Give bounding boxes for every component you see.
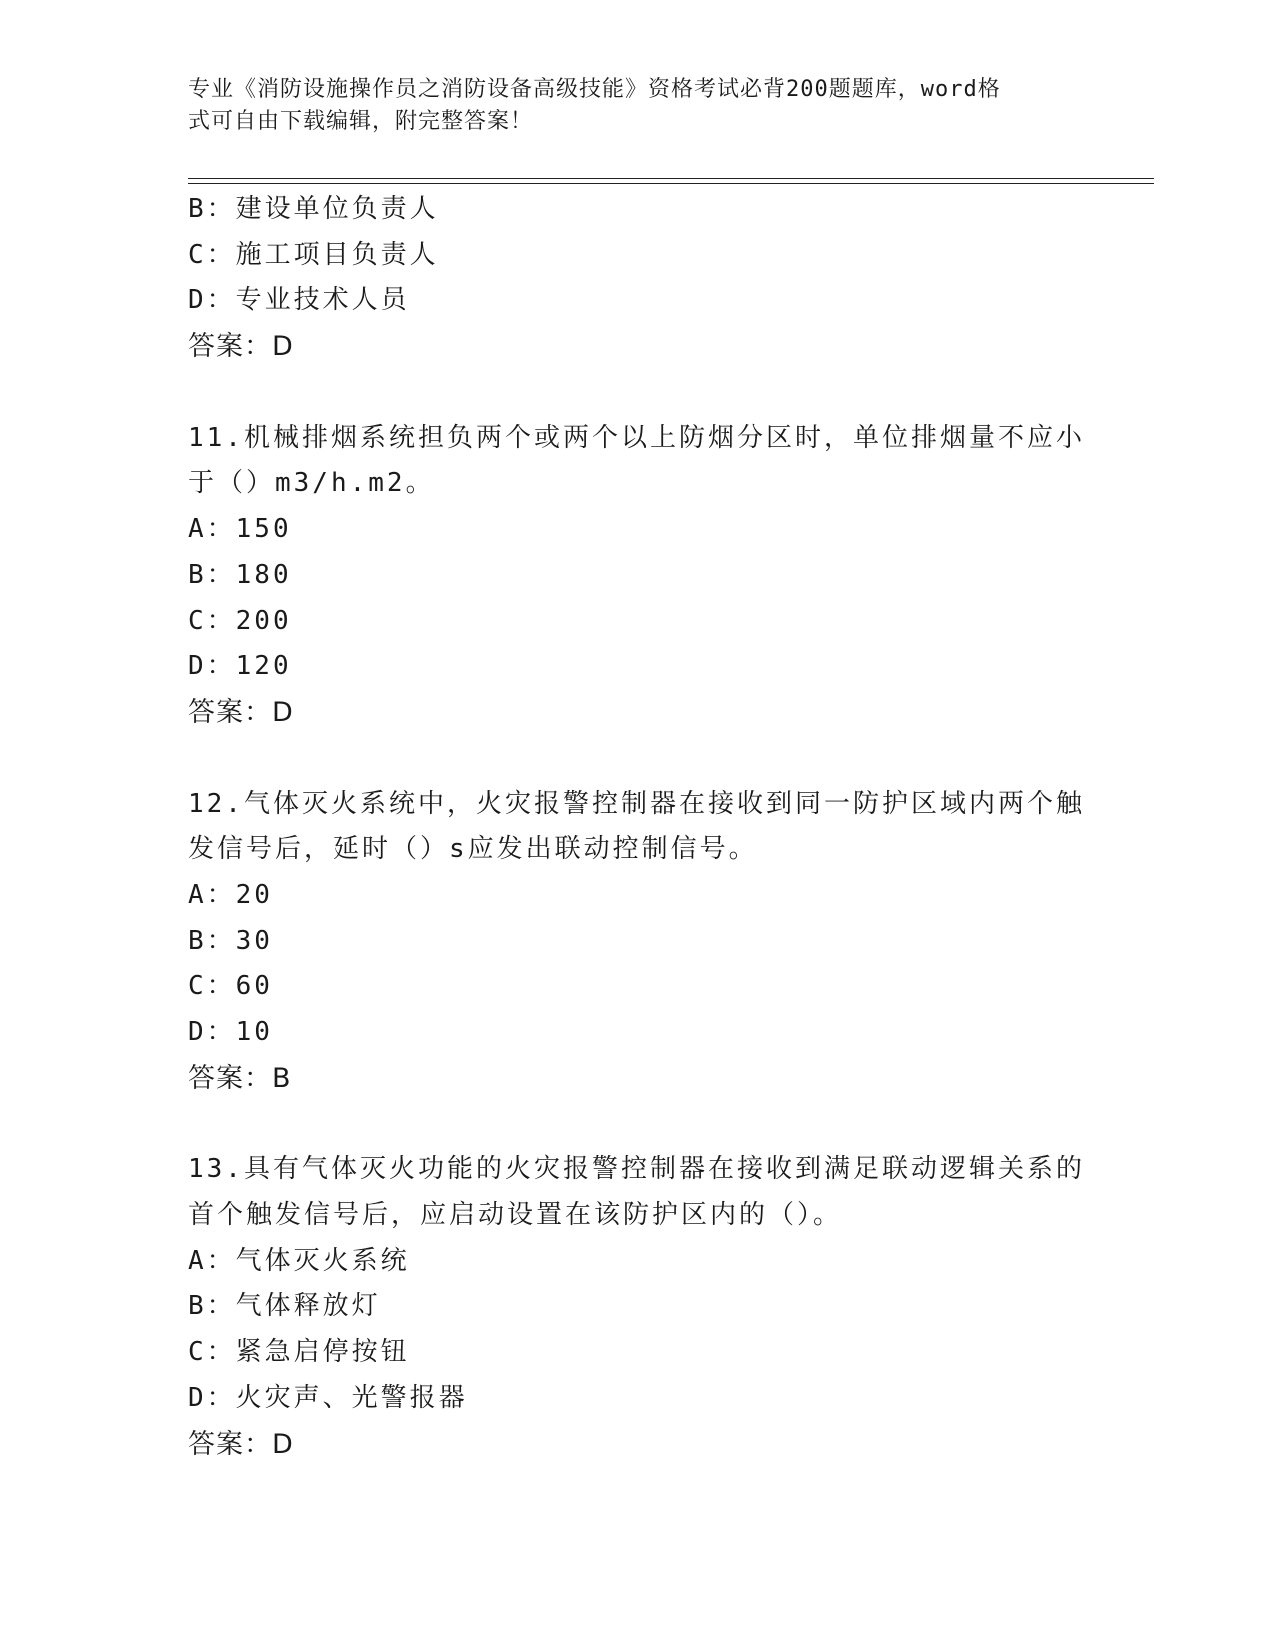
option-a [188, 507, 1088, 553]
option-text: 火灾声、光警报器 [235, 1382, 468, 1413]
option-c [188, 964, 1088, 1010]
option-label: A： [188, 879, 236, 910]
question-12 [188, 782, 1088, 1102]
option-label: C： [188, 1337, 236, 1368]
option-text: 60 [235, 971, 273, 1002]
option-d [188, 1010, 1088, 1056]
question-11 [188, 416, 1088, 736]
option-text: 10 [235, 1017, 273, 1047]
option-label: B： [188, 194, 236, 224]
option-c [188, 599, 1088, 645]
option-label: C： [188, 605, 236, 636]
option-text: 建设单位负责人 [235, 194, 439, 224]
option-a [188, 873, 1088, 919]
answer: 答案：D [188, 696, 294, 728]
option-text: 150 [235, 514, 292, 545]
option-b [188, 1284, 1088, 1330]
option-c [188, 233, 1088, 279]
header-line-2: 式可自由下载编辑，附完整答案！ [188, 109, 534, 134]
option-label: D： [188, 1017, 236, 1047]
option-a [188, 1239, 1088, 1285]
question-stem-line-2: 于（）m3/h.m2。 [188, 468, 435, 499]
option-c [188, 1330, 1088, 1376]
question-stem-line-1: 12.气体灭火系统中，火灾报警控制器在接收到同一防护区域内两个触 [188, 788, 1085, 819]
option-text: 气体释放灯 [235, 1291, 381, 1322]
option-label: B： [188, 925, 236, 956]
option-label: C： [188, 239, 236, 270]
option-label: D： [188, 1382, 236, 1413]
header-divider-bottom [188, 183, 1154, 184]
option-text: 120 [235, 651, 292, 682]
option-text: 200 [235, 605, 292, 636]
option-label: C： [188, 971, 236, 1002]
option-label: D： [188, 651, 236, 682]
option-label: D： [188, 285, 236, 316]
option-b [188, 919, 1088, 965]
question-content [188, 187, 1088, 1467]
option-text: 180 [235, 559, 292, 590]
header-divider-top [188, 178, 1154, 179]
option-text: 30 [235, 925, 273, 956]
answer: 答案：B [188, 1062, 292, 1094]
spacer [188, 736, 1088, 782]
answer: 答案：D [188, 1428, 294, 1460]
option-b [188, 553, 1088, 599]
question-stem-line-2: 发信号后，延时（）s应发出联动控制信号。 [188, 834, 758, 865]
option-text: 施工项目负责人 [235, 239, 439, 270]
header-line-1: 专业《消防设施操作员之消防设备高级技能》资格考试必背200题题库，word格 [188, 77, 1001, 102]
spacer [188, 370, 1088, 416]
question-stem-line-1: 11.机械排烟系统担负两个或两个以上防烟分区时，单位排烟量不应小 [188, 422, 1085, 453]
spacer [188, 1101, 1088, 1147]
option-d [188, 1376, 1088, 1422]
option-text: 气体灭火系统 [235, 1245, 410, 1276]
option-label: B： [188, 559, 236, 590]
option-text: 紧急启停按钮 [235, 1337, 410, 1368]
option-text: 20 [235, 879, 273, 910]
answer: 答案：D [188, 331, 294, 363]
partial-question [188, 187, 1088, 370]
option-label: B： [188, 1291, 236, 1322]
document-header [188, 74, 1068, 138]
option-label: A： [188, 1245, 236, 1276]
question-stem-line-1: 13.具有气体灭火功能的火灾报警控制器在接收到满足联动逻辑关系的 [188, 1154, 1085, 1185]
option-label: A： [188, 514, 236, 545]
question-stem-line-2: 首个触发信号后，应启动设置在该防护区内的（）。 [188, 1200, 843, 1231]
option-text: 专业技术人员 [235, 285, 410, 316]
option-d [188, 278, 1088, 324]
option-d [188, 644, 1088, 690]
option-b [188, 187, 1088, 233]
question-13 [188, 1147, 1088, 1467]
